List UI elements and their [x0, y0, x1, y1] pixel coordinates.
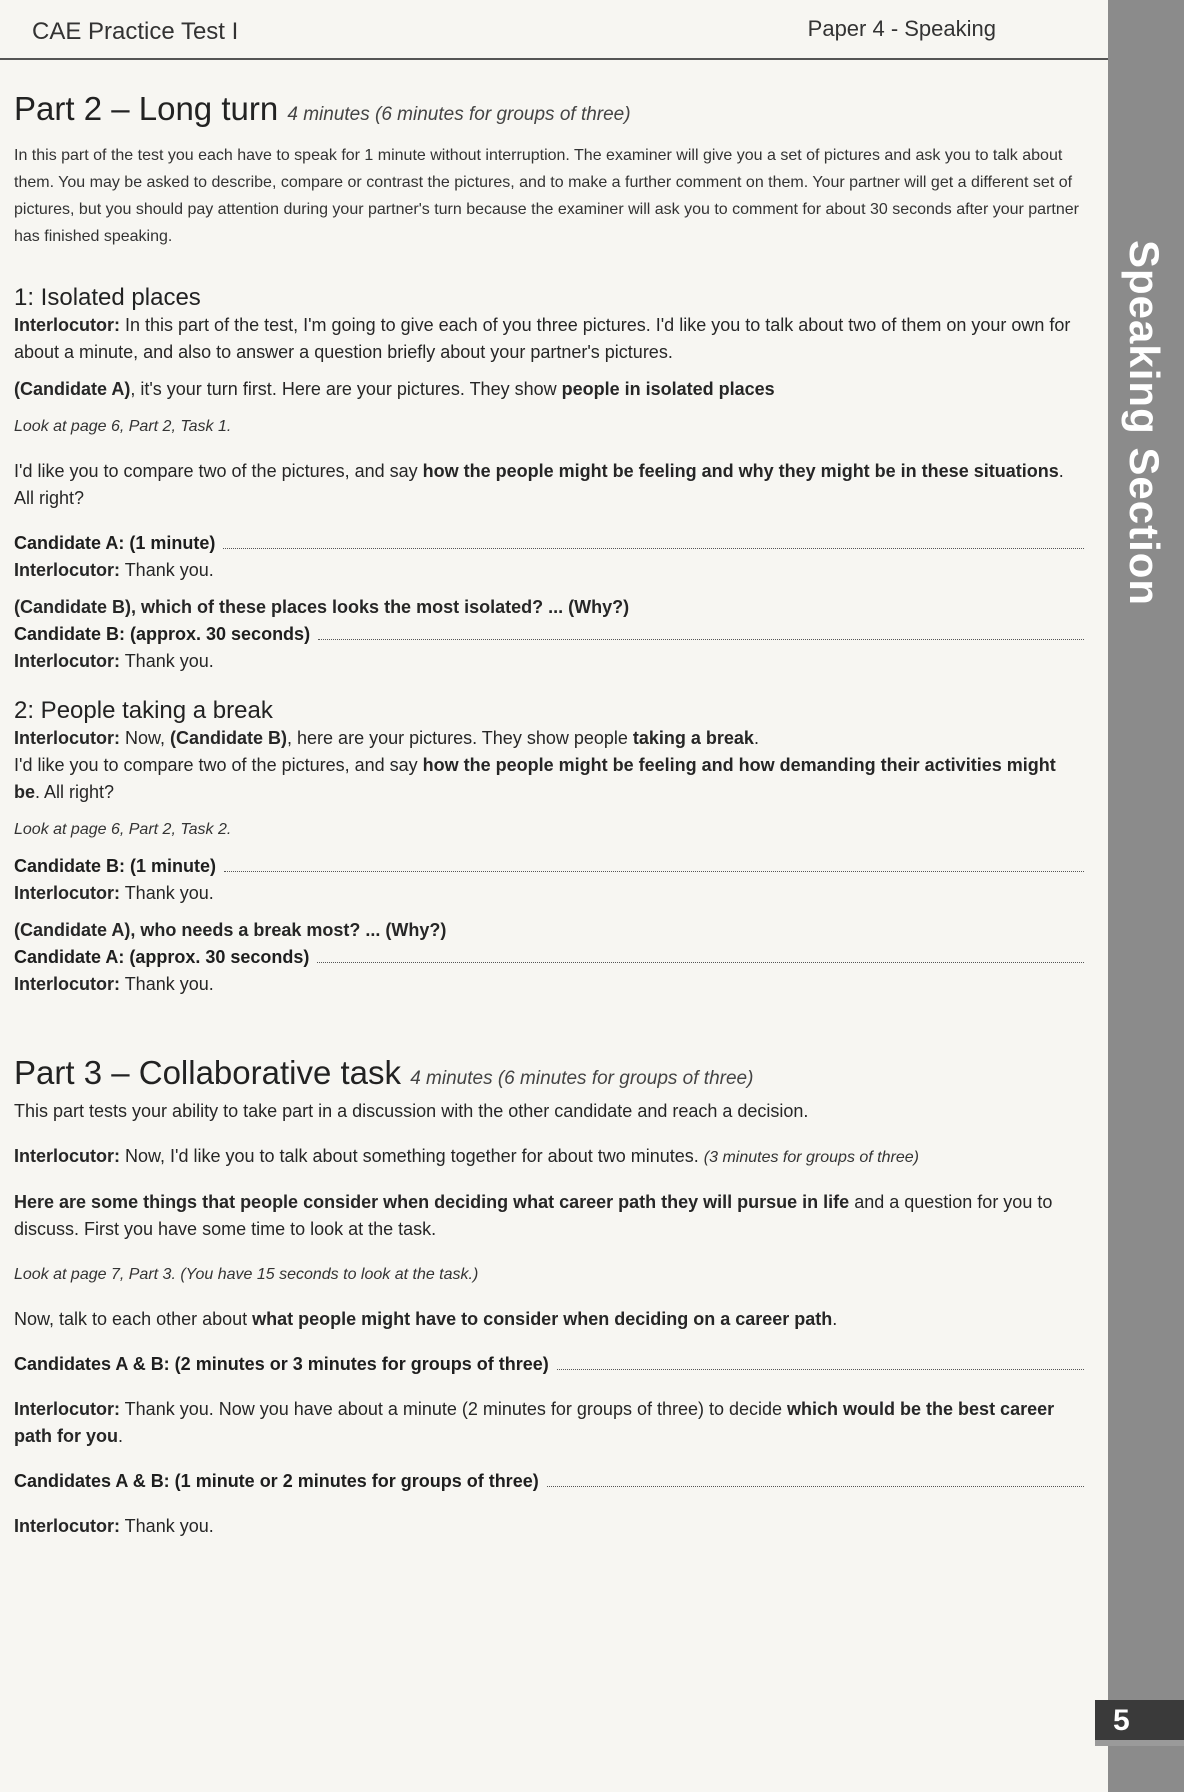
task1-intro-text: In this part of the test, I'm going to give each of you three pictures. I'd like you to talk about two of them on your own for about a minute, and also to answer a question briefly about your partner's pictures. — [14, 315, 1071, 362]
header-test-title: CAE Practice Test I — [32, 18, 239, 45]
task2-thanks-1 — [14, 880, 1084, 907]
page-number-tab — [1095, 1700, 1184, 1746]
part3-title: Part 3 – Collaborative task — [14, 1054, 402, 1091]
task2-title: 2: People taking a break — [14, 697, 273, 724]
task2-intro-rest: , here are your pictures. They show people — [287, 728, 633, 748]
part2-heading — [14, 90, 1084, 128]
part3-answer-line-2 — [14, 1468, 1084, 1495]
task1-look-reference: Look at page 6, Part 2, Task 1. — [14, 418, 232, 435]
task2-compare-end: . All right? — [35, 782, 115, 802]
candidate-a-topic: people in isolated places — [561, 379, 775, 399]
part3-time: 4 minutes (6 minutes for groups of three) — [410, 1068, 754, 1089]
task2-answer-line-2 — [14, 944, 1084, 971]
part3-intro: This part tests your ability to take part in a discussion with the other candidate and reach a decision. — [14, 1101, 809, 1121]
part2-time: 4 minutes (6 minutes for groups of three) — [287, 104, 631, 125]
main-content — [14, 90, 1084, 1540]
task1-thanks-1 — [14, 557, 1084, 584]
task2-compare-text: I'd like you to compare two of the pictures, and say — [14, 755, 423, 775]
answer-dotted-line — [317, 948, 1084, 963]
candidate-a-label: (Candidate A) — [14, 379, 131, 399]
task2-answer-1: Candidate B: (1 minute) — [14, 856, 217, 876]
task2-intro — [14, 725, 1084, 752]
part3-thanks — [14, 1513, 1084, 1540]
task1-candidate-a-call — [14, 376, 1084, 403]
part3-instruction — [14, 1306, 1084, 1333]
interlocutor-label: Interlocutor: — [14, 1516, 120, 1536]
task1-compare-bold: how the people might be feeling and why they might be in these situations — [422, 461, 1059, 481]
task1-compare — [14, 458, 1084, 512]
part3-heading — [14, 1054, 1084, 1092]
part3-l4-end: . — [118, 1426, 124, 1446]
part3-l3-bold: what people might have to consider when deciding on a career path — [252, 1309, 833, 1329]
part3-answer-2: Candidates A & B: (1 minute or 2 minutes for groups of three) — [14, 1471, 539, 1491]
task2-intro-text: Now, — [120, 728, 171, 748]
part2-intro: In this part of the test you each have to speak for 1 minute without interruption. The examiner will give you a set of pictures and ask you to talk about them. You may be asked to describe, compare or contrast the pictures, and to make a further comment on them. Your partner will get a different set of pictures, but you should pay attention during your partner's turn because the examiner will ask you to comment for about 30 seconds after your partner has finished speaking. — [14, 147, 1079, 245]
part2-title: Part 2 – Long turn — [14, 90, 279, 127]
sidebar-section-title: Speaking Section — [1121, 240, 1168, 607]
answer-dotted-line — [547, 1472, 1084, 1487]
task1-compare-end: . All right? — [14, 461, 1064, 508]
task1-title: 1: Isolated places — [14, 284, 201, 311]
task2-thanks-2 — [14, 971, 1084, 998]
part3-answer-line-1 — [14, 1351, 1084, 1378]
page-number: 5 — [1113, 1704, 1130, 1737]
task1-compare-text: I'd like you to compare two of the pictures, and say — [14, 461, 423, 481]
candidate-a-text: , it's your turn first. Here are your pictures. They show — [130, 379, 562, 399]
task2-compare — [14, 752, 1084, 806]
thanks-text: Thank you. — [124, 974, 214, 994]
part3-l4-text: Thank you. Now you have about a minute (2 minutes for groups of three) to decide — [120, 1399, 788, 1419]
task1-question: (Candidate B), which of these places looks the most isolated? ... (Why?) — [14, 597, 630, 617]
interlocutor-label: Interlocutor: — [14, 1146, 120, 1166]
task2-intro-end: . — [753, 728, 759, 748]
part3-l1-text: Now, I'd like you to talk about something together for about two minutes. — [120, 1146, 704, 1166]
task2-compare-bold: how the people might be feeling and how demanding their activities might be — [14, 755, 1056, 802]
task2-answer-line-1 — [14, 853, 1084, 880]
header-paper-title: Paper 4 - Speaking — [807, 16, 996, 41]
part3-l3-text: Now, talk to each other about — [14, 1309, 253, 1329]
task2-question: (Candidate A), who needs a break most? ... (Why?) — [14, 920, 447, 940]
part3-section — [14, 1054, 1084, 1540]
part3-l2-bold: Here are some things that people consider when deciding what career path they will pursue in life — [14, 1192, 850, 1212]
thanks-text: Thank you. — [124, 883, 214, 903]
interlocutor-label: Interlocutor: — [14, 315, 120, 335]
interlocutor-label: Interlocutor: — [14, 974, 120, 994]
part3-look-reference: Look at page 7, Part 3. (You have 15 seconds to look at the task.) — [14, 1266, 479, 1283]
task2-topic: taking a break — [632, 728, 754, 748]
part3-l4-bold: which would be the best career path for you — [14, 1399, 1055, 1446]
part3-l2-text: and a question for you to discuss. First you have some time to look at the task. — [14, 1192, 1053, 1239]
interlocutor-label: Interlocutor: — [14, 560, 120, 580]
part3-interlocutor-1 — [14, 1143, 1084, 1171]
interlocutor-label: Interlocutor: — [14, 651, 120, 671]
task1-answer-line-2 — [14, 621, 1084, 648]
part3-task-description — [14, 1189, 1084, 1243]
answer-dotted-line — [224, 857, 1084, 872]
part3-l1-italic: (3 minutes for groups of three) — [703, 1149, 919, 1166]
interlocutor-label: Interlocutor: — [14, 1399, 120, 1419]
part3-l3-end: . — [832, 1309, 838, 1329]
answer-dotted-line — [557, 1355, 1084, 1370]
task2-answer-2: Candidate A: (approx. 30 seconds) — [14, 947, 310, 967]
answer-dotted-line — [318, 625, 1084, 640]
interlocutor-label: Interlocutor: — [14, 883, 120, 903]
answer-dotted-line — [223, 534, 1084, 549]
part3-interlocutor-2 — [14, 1396, 1084, 1450]
thanks-text: Thank you. — [124, 651, 214, 671]
thanks-text: Thank you. — [120, 1516, 214, 1536]
task2-look-reference: Look at page 6, Part 2, Task 2. — [14, 821, 232, 838]
part3-answer-1: Candidates A & B: (2 minutes or 3 minutes for groups of three) — [14, 1354, 549, 1374]
task1-answer-1: Candidate A: (1 minute) — [14, 533, 216, 553]
header-divider — [0, 58, 1110, 60]
candidate-b-label: (Candidate B) — [170, 728, 288, 748]
task1-answer-line-1 — [14, 530, 1084, 557]
thanks-text: Thank you. — [124, 560, 214, 580]
task1-answer-2: Candidate B: (approx. 30 seconds) — [14, 624, 311, 644]
interlocutor-label: Interlocutor: — [14, 728, 120, 748]
task1-thanks-2 — [14, 648, 1084, 675]
task1-intro — [14, 312, 1084, 366]
